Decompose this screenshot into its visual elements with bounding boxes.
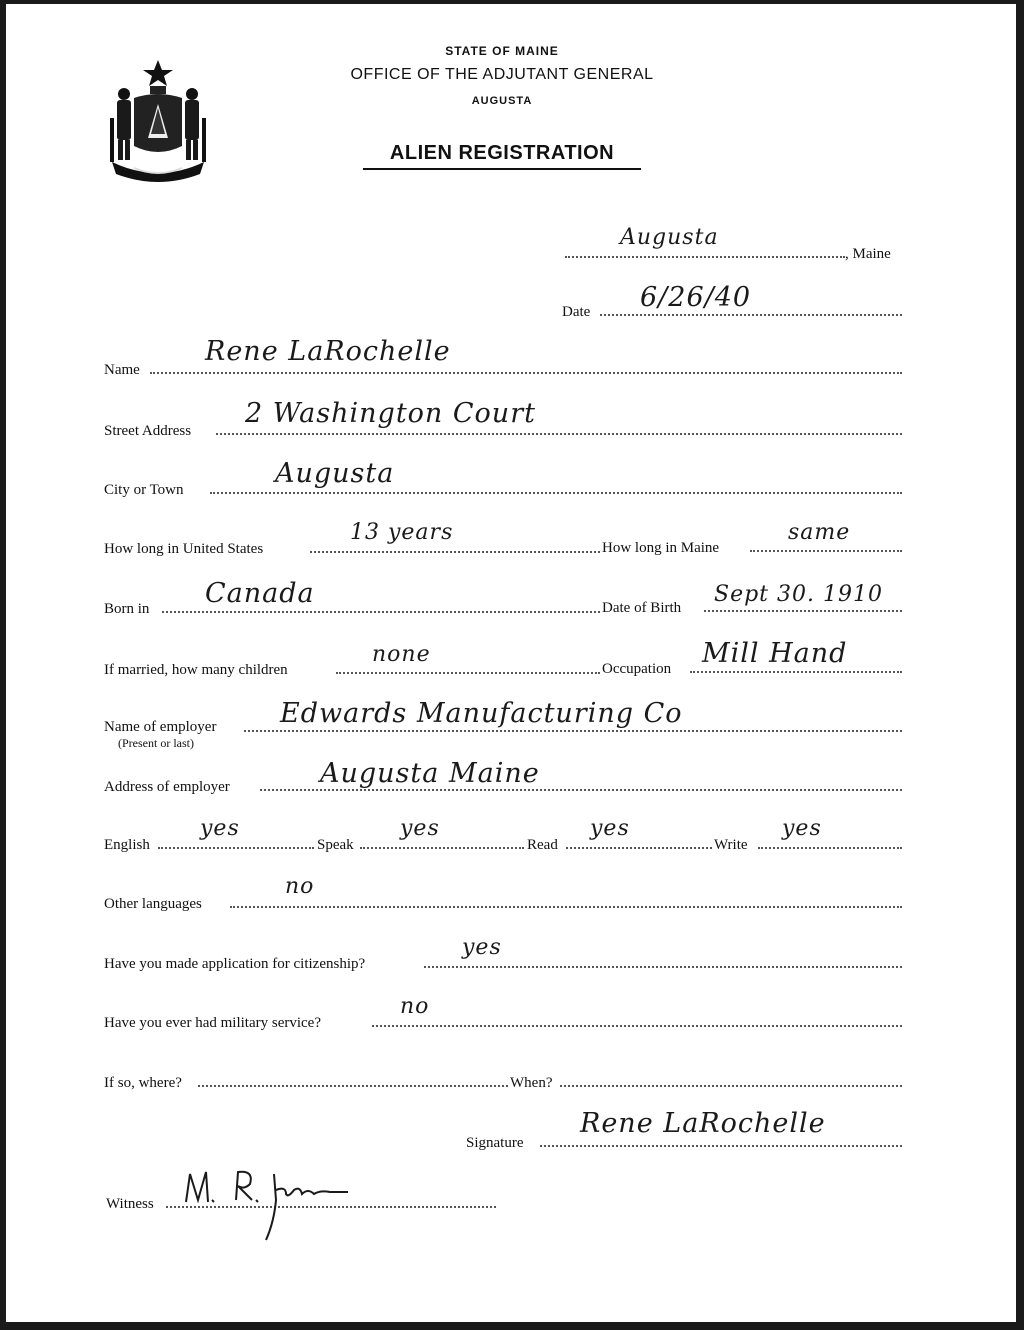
other-languages-value: no (285, 874, 315, 899)
date-value: 6/26/40 (640, 282, 752, 313)
military-line (372, 1025, 902, 1027)
how-long-maine-line (750, 550, 902, 552)
signature-label: Signature (466, 1135, 524, 1151)
witness-signature-icon (180, 1160, 350, 1245)
signature-value: Rene LaRochelle (580, 1108, 826, 1139)
speak-line (360, 847, 524, 849)
city-label: City or Town (104, 482, 184, 498)
occupation-value: Mill Hand (702, 638, 848, 669)
city-value: Augusta (275, 458, 395, 489)
children-value: none (372, 642, 431, 667)
dob-line (704, 610, 902, 612)
street-line (216, 433, 902, 435)
name-line (150, 372, 902, 374)
english-line (158, 847, 314, 849)
employer-value: Edwards Manufacturing Co (280, 698, 683, 729)
born-in-line (162, 611, 600, 613)
date-line (600, 314, 902, 316)
scan-border-bottom (0, 1322, 1024, 1330)
place-value: Augusta (620, 225, 719, 250)
english-label: English (104, 837, 150, 853)
other-languages-line (230, 906, 902, 908)
how-long-maine-label: How long in Maine (602, 540, 720, 556)
witness-label: Witness (106, 1196, 154, 1212)
military-value: no (400, 994, 430, 1019)
street-label: Street Address (104, 423, 192, 439)
citizenship-line (424, 966, 902, 968)
write-line (758, 847, 902, 849)
speak-label: Speak (317, 837, 354, 853)
scan-border-left (0, 0, 6, 1330)
write-label: Write (714, 837, 748, 853)
dob-label: Date of Birth (602, 600, 682, 616)
employer-address-label: Address of employer (104, 779, 230, 795)
read-line (566, 847, 712, 849)
when-label: When? (510, 1075, 553, 1091)
dob-value: Sept 30. 1910 (714, 582, 883, 607)
citizenship-label: Have you made application for citizenship? (104, 956, 366, 972)
read-value: yes (590, 816, 630, 841)
where-label: If so, where? (104, 1075, 182, 1091)
employer-sublabel: (Present or last) (118, 736, 194, 750)
other-languages-label: Other languages (104, 896, 202, 912)
employer-address-line (260, 789, 902, 791)
speak-value: yes (400, 816, 440, 841)
date-label: Date (562, 304, 591, 320)
name-value: Rene LaRochelle (205, 336, 451, 367)
scan-border-right (1016, 0, 1024, 1330)
born-in-label: Born in (104, 601, 150, 617)
where-line (198, 1085, 508, 1087)
employer-line (244, 730, 902, 732)
military-label: Have you ever had military service? (104, 1015, 321, 1031)
how-long-maine-value: same (788, 520, 851, 545)
write-value: yes (782, 816, 822, 841)
when-line (560, 1085, 902, 1087)
born-in-value: Canada (205, 578, 315, 609)
scan-border-top (0, 0, 1024, 4)
english-value: yes (200, 816, 240, 841)
citizenship-value: yes (462, 935, 502, 960)
header-state: STATE OF MAINE (445, 44, 559, 58)
how-long-us-label: How long in United States (104, 541, 264, 557)
occupation-line (690, 671, 902, 673)
title-underline (363, 168, 641, 170)
place-label: , Maine (845, 246, 891, 262)
form-title: ALIEN REGISTRATION (389, 142, 615, 164)
occupation-label: Occupation (602, 661, 672, 677)
place-line (565, 256, 845, 258)
header-city: AUGUSTA (471, 95, 533, 107)
header-office: OFFICE OF THE ADJUTANT GENERAL (350, 66, 654, 83)
employer-label: Name of employer (104, 719, 217, 735)
name-label: Name (104, 362, 140, 378)
children-label: If married, how many children (104, 662, 288, 678)
children-line (336, 672, 600, 674)
street-value: 2 Washington Court (245, 398, 536, 429)
employer-address-value: Augusta Maine (320, 758, 540, 789)
how-long-us-line (310, 551, 600, 553)
how-long-us-value: 13 years (350, 520, 454, 545)
signature-line (540, 1145, 902, 1147)
read-label: Read (527, 837, 558, 853)
city-line (210, 492, 902, 494)
